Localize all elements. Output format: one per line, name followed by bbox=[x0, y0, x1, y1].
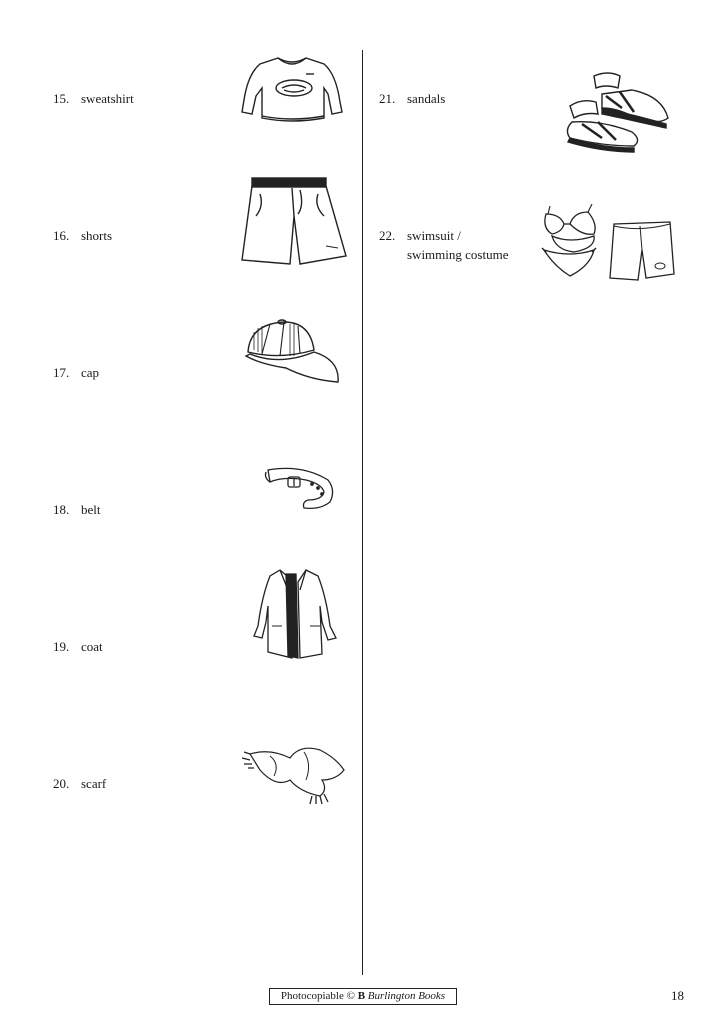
item-label: cap bbox=[81, 365, 100, 380]
copyright-box bbox=[269, 988, 457, 1005]
item-label-line2: swimming costume bbox=[407, 247, 509, 262]
item-number: 19. bbox=[53, 639, 70, 654]
item-label: sweatshirt bbox=[81, 91, 134, 106]
publisher-mark: B bbox=[357, 990, 366, 1002]
item-label: scarf bbox=[81, 776, 107, 791]
item-label: belt bbox=[81, 502, 101, 517]
item-number: 22. bbox=[379, 228, 396, 243]
item-label: coat bbox=[81, 639, 103, 654]
publisher-name: Burlington Books bbox=[365, 990, 446, 1002]
item-label: shorts bbox=[81, 228, 113, 243]
sandals-icon bbox=[562, 68, 674, 156]
sweatshirt-icon bbox=[240, 52, 344, 128]
item-number: 17. bbox=[53, 365, 70, 380]
item-number: 20. bbox=[53, 776, 70, 791]
swimsuit-icon bbox=[540, 204, 676, 284]
copyright-text: Photocopiable © bbox=[280, 990, 358, 1002]
scarf-icon bbox=[240, 740, 348, 806]
coat-icon bbox=[250, 566, 342, 662]
column-divider bbox=[362, 50, 363, 975]
item-number: 15. bbox=[53, 91, 70, 106]
item-label: sandals bbox=[407, 91, 446, 106]
page-number: 18 bbox=[671, 988, 684, 1003]
item-number: 21. bbox=[379, 91, 396, 106]
belt-icon bbox=[262, 464, 338, 514]
item-number: 16. bbox=[53, 228, 70, 243]
shorts-icon bbox=[240, 176, 350, 266]
item-label: swimsuit / bbox=[407, 228, 461, 243]
item-number: 18. bbox=[53, 502, 70, 517]
cap-icon bbox=[240, 316, 344, 388]
